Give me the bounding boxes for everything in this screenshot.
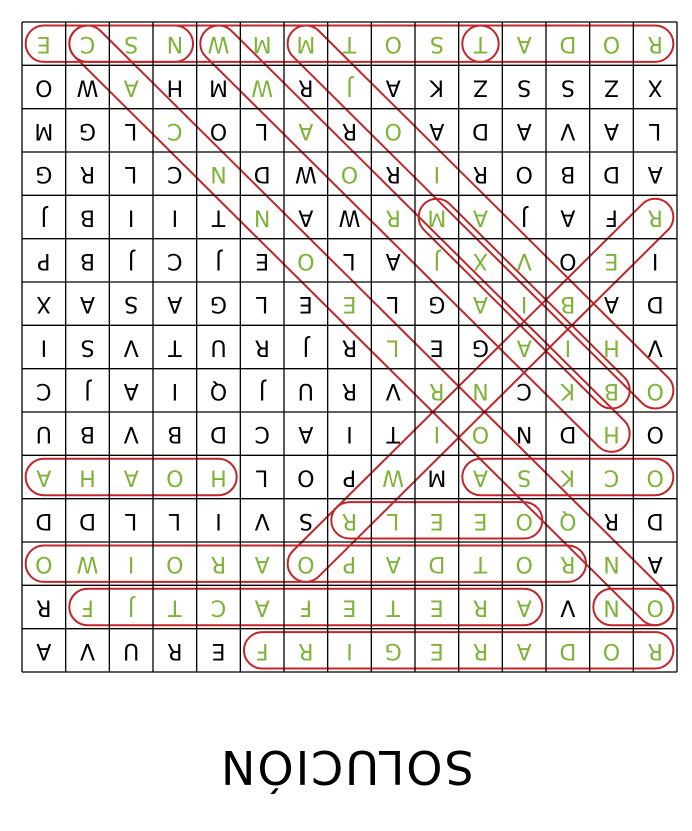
grid-letter: H xyxy=(603,421,620,447)
grid-letter: O xyxy=(384,31,402,57)
grid-letter: W xyxy=(338,204,361,230)
grid-letter: C xyxy=(167,117,183,143)
solution-title: SOLUCIÓN xyxy=(218,740,474,794)
grid-letter: T xyxy=(386,594,400,620)
grid-letter: E xyxy=(429,507,444,533)
grid-letter: P xyxy=(342,464,357,490)
grid-letter: R xyxy=(79,161,96,187)
grid-letter: B xyxy=(167,421,183,447)
grid-letter: J xyxy=(520,204,528,230)
grid-letter: I xyxy=(346,421,353,447)
grid-letter: B xyxy=(560,161,576,187)
grid-letter: U xyxy=(123,637,140,663)
grid-letter: D xyxy=(79,507,96,533)
grid-letter: H xyxy=(210,464,227,490)
grid-letter: F xyxy=(255,637,269,663)
grid-letter: I xyxy=(215,507,222,533)
grid-letter: U xyxy=(210,334,227,360)
grid-letter: C xyxy=(254,421,270,447)
grid-letter: S xyxy=(298,507,313,533)
grid-letter: A xyxy=(79,291,96,317)
grid-letter: G xyxy=(209,291,228,317)
grid-letter: L xyxy=(125,161,138,187)
grid-letter: K xyxy=(429,74,445,100)
grid-letter: J xyxy=(127,247,135,273)
grid-letter: T xyxy=(168,334,182,360)
grid-letter: T xyxy=(473,31,488,57)
grid-letter: E xyxy=(298,291,313,317)
grid-letter: E xyxy=(255,247,270,273)
grid-letter: V xyxy=(385,377,401,403)
grid-letter: R xyxy=(647,31,663,57)
grid-letter: L xyxy=(125,117,138,143)
grid-letter: A xyxy=(516,637,532,663)
grid-letter: N xyxy=(603,551,620,577)
grid-letter: V xyxy=(560,117,576,143)
grid-letter: R xyxy=(298,74,314,100)
grid-letter: D xyxy=(559,637,577,663)
grid-letter: J xyxy=(346,74,353,100)
grid-letter: J xyxy=(127,594,135,620)
grid-letter: J xyxy=(258,377,266,403)
grid-letter: M xyxy=(34,117,54,143)
grid-letter: N xyxy=(472,377,489,403)
grid-letter: V xyxy=(123,421,139,447)
grid-letter: V xyxy=(560,594,576,620)
grid-letter: D xyxy=(559,31,577,57)
grid-letter: A xyxy=(254,594,270,620)
grid-letter: K xyxy=(560,464,576,490)
grid-letter: I xyxy=(433,421,441,447)
grid-letter: O xyxy=(515,551,533,577)
grid-letter: P xyxy=(342,551,357,577)
grid-letter: U xyxy=(35,421,52,447)
grid-letter: A xyxy=(385,551,401,577)
grid-letter: G xyxy=(428,291,446,317)
grid-letter: C xyxy=(167,161,183,187)
grid-letter: A xyxy=(472,291,489,317)
grid-letter: A xyxy=(298,204,314,230)
grid-letter: B xyxy=(79,421,96,447)
grid-letter: K xyxy=(560,377,576,403)
grid-letter: C xyxy=(167,247,183,273)
grid-letter: W xyxy=(76,551,99,577)
grid-letter: O xyxy=(297,247,315,273)
grid-letter: G xyxy=(384,637,402,663)
grid-letter: A xyxy=(167,291,183,317)
grid-letter: X xyxy=(647,74,663,100)
grid-letter: M xyxy=(252,31,272,57)
grid-letter: O xyxy=(35,551,53,577)
grid-letter: B xyxy=(560,291,576,317)
grid-letter: L xyxy=(343,247,356,273)
grid-letter: C xyxy=(210,594,227,620)
grid-letter: W xyxy=(251,74,274,100)
grid-letter: O xyxy=(166,551,184,577)
grid-letter: R xyxy=(167,637,183,663)
grid-letter: A xyxy=(516,117,532,143)
grid-letter: D xyxy=(253,161,271,187)
grid-letter: E xyxy=(473,507,488,533)
grid-letter: W xyxy=(294,161,317,187)
grid-letter: X xyxy=(472,247,489,273)
grid-letter: R xyxy=(341,117,358,143)
grid-letter: X xyxy=(36,291,52,317)
grid-letters xyxy=(34,31,663,663)
grid-letter: O xyxy=(340,161,359,187)
grid-letter: I xyxy=(127,551,135,577)
grid-letter: V xyxy=(516,247,532,273)
grid-letter: L xyxy=(649,117,662,143)
grid-letter: I xyxy=(171,204,179,230)
grid-letter: E xyxy=(604,247,619,273)
grid-letter: O xyxy=(515,507,533,533)
grid-letter: H xyxy=(166,74,184,100)
grid-letter: O xyxy=(515,161,533,187)
grid-letter: R xyxy=(36,594,52,620)
grid-letter: J xyxy=(433,247,441,273)
grid-letter: A xyxy=(36,464,52,490)
grid-letter: L xyxy=(387,334,400,360)
grid-letter: T xyxy=(168,594,182,620)
grid-letter: O xyxy=(559,247,577,273)
grid-letter: A xyxy=(560,204,576,230)
grid-letter: O xyxy=(646,421,664,447)
grid-letter: A xyxy=(123,464,139,490)
grid-letter: M xyxy=(296,31,316,57)
grid-letter: A xyxy=(603,117,620,143)
grid-letter: I xyxy=(651,247,659,273)
grid-letter: T xyxy=(473,551,488,577)
grid-letter: O xyxy=(602,31,621,57)
grid-letter: D xyxy=(646,507,664,533)
grid-letter: F xyxy=(299,594,313,620)
grid-letter: G xyxy=(471,334,490,360)
grid-letter: R xyxy=(603,507,620,533)
grid-letter: I xyxy=(433,161,441,187)
grid-letter: S xyxy=(80,334,95,360)
grid-letter: A xyxy=(647,551,663,577)
grid-letter: D xyxy=(603,161,620,187)
grid-letter: D xyxy=(210,421,227,447)
grid-letter: E xyxy=(342,594,357,620)
grid-letter: M xyxy=(427,204,447,230)
grid-letter: R xyxy=(385,204,401,230)
grid-letter: R xyxy=(341,507,358,533)
grid-letter: U xyxy=(297,377,314,403)
grid-letter: O xyxy=(209,117,228,143)
grid-letter: P xyxy=(37,247,51,273)
grid-letter: J xyxy=(40,204,48,230)
grid-letter: I xyxy=(564,334,572,360)
grid-letter: R xyxy=(472,594,489,620)
grid-letter: A xyxy=(36,637,52,663)
grid-letter: A xyxy=(123,377,139,403)
grid-letter: O xyxy=(646,594,664,620)
grid-letter: J xyxy=(302,334,310,360)
grid-letter: O xyxy=(297,464,315,490)
grid-letter: I xyxy=(171,377,179,403)
grid-letter: H xyxy=(603,334,620,360)
grid-letter: N xyxy=(515,421,533,447)
grid-letter: L xyxy=(256,291,269,317)
grid-letter: E xyxy=(36,31,51,57)
grid-letter: W xyxy=(382,464,405,490)
grid-letter: N xyxy=(253,204,271,230)
grid-letter: A xyxy=(472,464,489,490)
grid-letter: R xyxy=(298,637,314,663)
grid-letter: D xyxy=(35,507,53,533)
grid-letter: R xyxy=(472,161,489,187)
grid-letter: V xyxy=(123,334,139,360)
grid-letter: S xyxy=(429,31,444,57)
grid-letter: A xyxy=(123,74,139,100)
grid-letter: E xyxy=(429,594,444,620)
grid-letter: R xyxy=(210,551,227,577)
grid-letter: E xyxy=(429,334,444,360)
grid-letter: E xyxy=(342,291,357,317)
grid-letter: A xyxy=(254,551,270,577)
grid-letter: N xyxy=(210,161,227,187)
grid-letter: A xyxy=(603,291,620,317)
grid-letter: C xyxy=(79,31,96,57)
grid-letter: F xyxy=(81,594,94,620)
grid-letter: Q xyxy=(559,507,577,533)
grid-letter: D xyxy=(472,117,489,143)
grid-letter: I xyxy=(40,334,48,360)
grid-letter: O xyxy=(166,464,184,490)
grid-letter: S xyxy=(124,31,139,57)
grid-letter: I xyxy=(346,637,353,663)
grid-letter: A xyxy=(647,161,663,187)
grid-letter: O xyxy=(384,117,402,143)
grid-letter: R xyxy=(385,161,401,187)
grid-letter: R xyxy=(647,204,663,230)
grid-letter: A xyxy=(429,117,445,143)
grid-letter: Q xyxy=(209,377,228,403)
grid-letter: D xyxy=(428,551,446,577)
grid-letter: F xyxy=(605,204,618,230)
grid-letter: R xyxy=(429,377,445,403)
grid-letter: V xyxy=(79,637,96,663)
grid-letter: C xyxy=(603,464,620,490)
grid-letter: A xyxy=(472,204,489,230)
grid-letter: M xyxy=(209,74,228,100)
grid-letter: O xyxy=(297,551,315,577)
word-search-grid xyxy=(22,22,677,672)
grid-letter: R xyxy=(341,334,358,360)
grid-letter: W xyxy=(76,74,99,100)
grid-letter: T xyxy=(342,31,357,57)
grid-letter: Z xyxy=(472,74,489,100)
grid-letter: A xyxy=(516,594,532,620)
grid-letter: O xyxy=(646,377,664,403)
grid-letter: D xyxy=(559,421,577,447)
grid-letter: D xyxy=(646,291,664,317)
grid-letter: W xyxy=(207,31,230,57)
grid-letter: O xyxy=(646,464,664,490)
grid-letter: C xyxy=(36,377,52,403)
grid-letter: B xyxy=(79,204,96,230)
grid-letter: Z xyxy=(603,74,620,100)
grid-letter: S xyxy=(517,74,532,100)
grid-letter: J xyxy=(84,377,91,403)
grid-letter: G xyxy=(35,161,53,187)
grid-letter: A xyxy=(516,334,532,360)
grid-letter: T xyxy=(386,421,400,447)
grid-letter: L xyxy=(256,117,269,143)
grid-letter: E xyxy=(211,637,226,663)
grid-letter: N xyxy=(603,594,620,620)
grid-letter: R xyxy=(254,334,270,360)
grid-letter: A xyxy=(298,117,314,143)
word-search-puzzle xyxy=(22,22,677,672)
grid-letter: O xyxy=(35,74,53,100)
grid-letter: S xyxy=(560,74,575,100)
grid-letter: O xyxy=(602,637,621,663)
grid-letter: A xyxy=(516,31,532,57)
grid-letter: R xyxy=(341,377,358,403)
grid-letter: H xyxy=(79,464,96,490)
grid-letter: R xyxy=(647,637,663,663)
grid-letter: R xyxy=(472,637,489,663)
grid-letter: L xyxy=(387,507,400,533)
grid-letter: A xyxy=(298,421,314,447)
grid-letter: O xyxy=(471,421,490,447)
grid-letter: A xyxy=(385,247,401,273)
grid-letter: S xyxy=(517,464,532,490)
grid-letter: N xyxy=(166,31,184,57)
grid-letter: L xyxy=(168,507,181,533)
grid-letter: M xyxy=(427,464,447,490)
grid-letter: A xyxy=(385,74,401,100)
grid-letter: R xyxy=(560,551,576,577)
grid-letter: I xyxy=(520,291,528,317)
grid-letter: G xyxy=(78,117,97,143)
grid-letter: V xyxy=(254,507,270,533)
grid-letter: L xyxy=(125,507,138,533)
grid-letter: V xyxy=(647,334,663,360)
grid-letter: L xyxy=(387,291,400,317)
footer xyxy=(0,740,692,794)
grid-letter: T xyxy=(211,204,226,230)
grid-letter: J xyxy=(215,247,222,273)
grid-letter: B xyxy=(603,377,620,403)
grid-letter: L xyxy=(256,464,269,490)
grid-letter: E xyxy=(429,637,444,663)
grid-letter: B xyxy=(79,247,96,273)
grid-letter: S xyxy=(124,291,139,317)
grid-letter: I xyxy=(127,204,135,230)
grid-letter: C xyxy=(516,377,532,403)
